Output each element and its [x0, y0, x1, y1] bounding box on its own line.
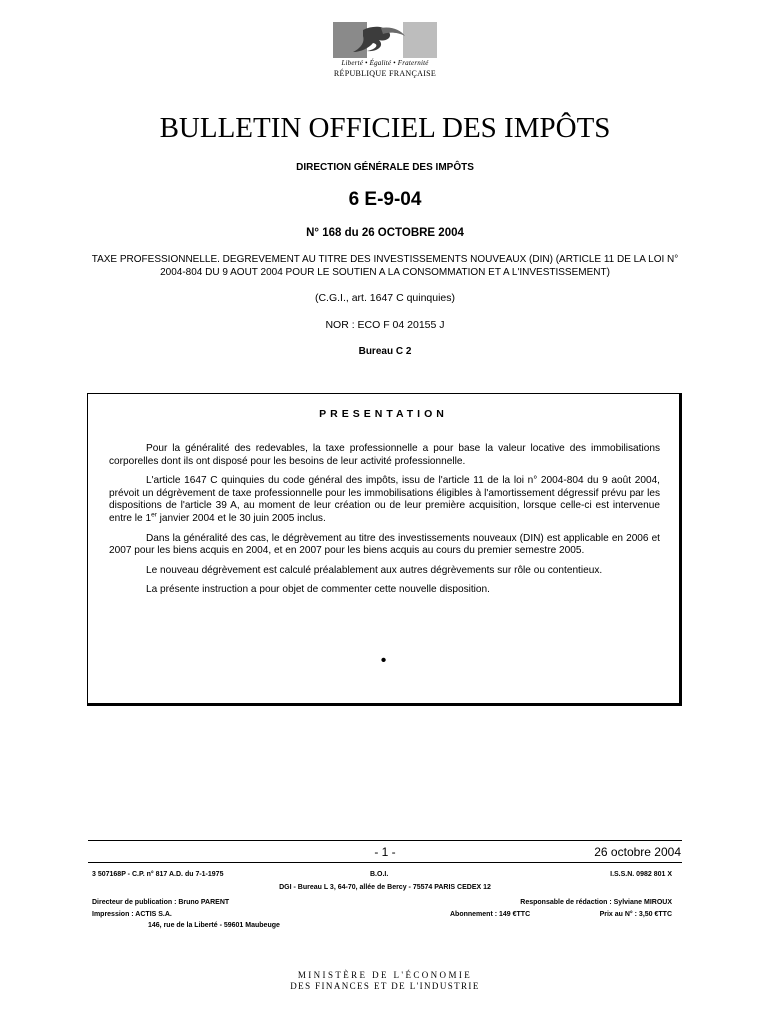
footer-date: 26 octobre 2004 — [594, 845, 681, 859]
footer-subscription: Abonnement : 149 €TTC — [450, 911, 531, 918]
footer-address: DGI - Bureau L 3, 64-70, allée de Bercy - 75574 PARIS CEDEX 12 — [279, 884, 491, 891]
page-title: BULLETIN OFFICIEL DES IMPÔTS — [159, 112, 611, 144]
ministry-name-line2: DES FINANCES ET DE L'INDUSTRIE — [290, 981, 480, 991]
footer-editor: Responsable de rédaction : Sylviane MIROUX — [520, 899, 672, 906]
footer-issn: I.S.S.N. 0982 801 X — [610, 871, 672, 878]
bureau-label: Bureau C 2 — [358, 346, 412, 357]
footer-printer: Impression : ACTIS S.A. — [92, 911, 172, 918]
presentation-paragraph: La présente instruction a pour objet de commenter cette nouvelle disposition. — [146, 584, 490, 596]
republic-logo — [330, 22, 440, 86]
presentation-title: PRESENTATION — [319, 408, 448, 420]
paragraph-text: janvier 2004 et le 30 juin 2005 inclus. — [156, 512, 326, 524]
document-subject: TAXE PROFESSIONNELLE. DEGREVEMENT AU TITRE DES INVESTISSEMENTS NOUVEAUX (DIN) (ARTICLE 11 DE LA LOI N° 2004-804 DU 9 AOUT 2004 POUR LE SOUTIEN A LA CONSOMMATION ET A L'INVESTISSEMENT) — [91, 254, 679, 278]
presentation-paragraph: Dans la généralité des cas, le dégrèvement au titre des investissements nouveaux (DIN) est applicable en 2006 et 2007 pour les biens acquis en 2004, et en 2007 pour les biens acquis au cours du premier semestre 2005. — [109, 532, 660, 557]
superscript: er — [151, 511, 157, 519]
cgi-reference: (C.G.I., art. 1647 C quinquies) — [314, 292, 456, 304]
presentation-box — [87, 393, 682, 706]
nor-reference: NOR : ECO F 04 20155 J — [325, 319, 445, 331]
footer-boi: B.O.I. — [370, 871, 389, 878]
marianne-logo-icon — [333, 22, 437, 58]
ministry-name-line1: MINISTÈRE DE L'ÉCONOMIE — [297, 970, 473, 980]
footer-divider — [88, 862, 682, 863]
footer-cp: 3 507168P - C.P. n° 817 A.D. du 7-1-1975 — [92, 871, 224, 878]
presentation-paragraph: Pour la généralité des redevables, la taxe professionnelle a pour base la valeur locative des immobilisations corporelles dont ils ont disposé pour les besoins de leur activité professionnelle. — [109, 443, 660, 467]
document-reference: 6 E-9-04 — [348, 189, 422, 210]
footer-street: 146, rue de la Liberté - 59601 Maubeuge — [148, 922, 280, 929]
logo-motto: Liberté • Égalité • Fraternité — [341, 59, 429, 67]
bullet-separator: • — [380, 652, 387, 669]
issue-number: N° 168 du 26 OCTOBRE 2004 — [306, 227, 464, 239]
presentation-body — [109, 443, 660, 604]
presentation-paragraph — [109, 475, 660, 525]
logo-republic: RÉPUBLIQUE FRANÇAISE — [333, 69, 437, 78]
paragraph-text: L'article 1647 C quinquies du code général des impôts, issu de l'article 11 de la loi n° 2004-804 du 9 août 2004, prévoit un dégrèvement de taxe professionnelle pour les immobilisations éligibles à l'amortissement dégressif prévu par les dispositions de l'article 39 A, au moment de leur création ou de leur première acquisition, lorsque celle-ci est intervenue entre le 1 — [109, 475, 660, 524]
footer-divider — [88, 840, 682, 841]
presentation-paragraph: Le nouveau dégrèvement est calculé préalablement aux autres dégrèvements sur rôle ou contentieux. — [146, 564, 603, 576]
direction-heading: DIRECTION GÉNÉRALE DES IMPÔTS — [296, 162, 474, 173]
footer-director: Directeur de publication : Bruno PARENT — [92, 899, 230, 906]
footer-price: Prix au N° : 3,50 €TTC — [599, 911, 672, 918]
page-number: - 1 - — [374, 845, 396, 859]
